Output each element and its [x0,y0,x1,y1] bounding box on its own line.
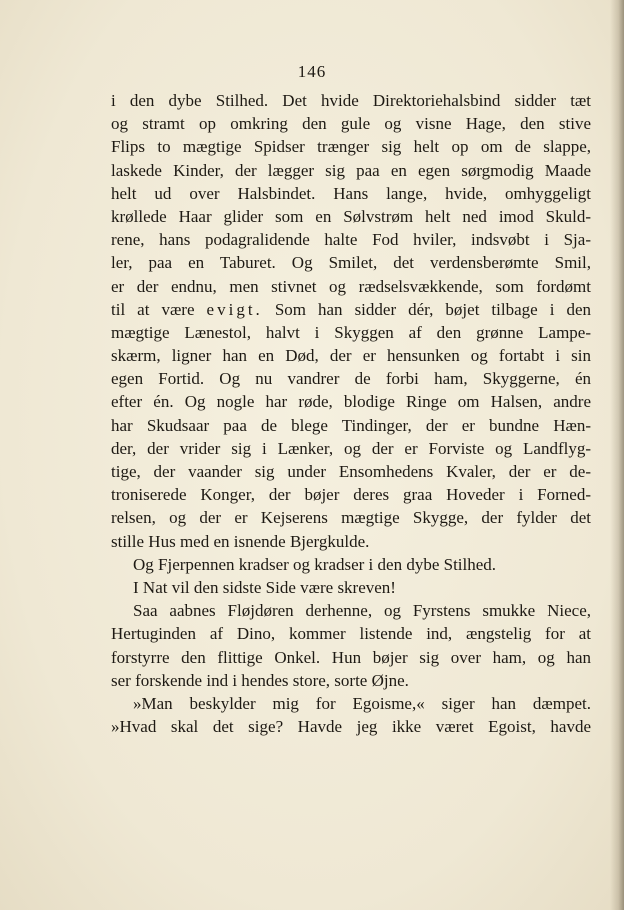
text-fragment: til at være [111,299,207,319]
text-line: i den dybe Stilhed. Det hvide Direktoriehalsbind sidder tæt [111,91,591,110]
text-line: mægtige Lænestol, halvt i Skyggen af den grønne Lampe- [111,322,591,342]
text-line: troniserede Konger, der bøjer deres graa Hoveder i Forned- [111,485,591,505]
text-line: relsen, og der er Kejserens mægtige Skygge, der fylder det [111,508,591,528]
text-line: helt ud over Halsbindet. Hans lange, hvide, omhyggeligt [111,183,591,203]
text-line: tige, der vaander sig under Ensomhedens Kvaler, der er de- [111,462,591,481]
text-line: skærm, ligner han en Død, der er hensunken og fortabt i sin [111,346,591,366]
text-line: er der endnu, men stivnet og rædselsvækkende, som fordømt [111,276,591,296]
text-line: »Hvad skal det sige? Havde jeg ikke været Egoist, havde [111,717,591,737]
text-fragment: Som han sidder dér, bøjet tilbage i den [262,299,591,319]
text-line: egen Fortid. Og nu vandrer de forbi ham, Skyggerne, én [111,369,591,389]
text-line: I Nat vil den sidste Side være skreven! [133,577,396,597]
text-line: ser forskende ind i hendes store, sorte Øjne. [111,670,409,690]
text-line: rene, hans podagralidende halte Fod hviler, indsvøbt i Sja- [111,230,591,250]
text-line: ler, paa en Taburet. Og Smilet, det verdensberømte Smil, [111,253,591,273]
page-edge-shadow [610,0,624,910]
text-line: forstyrre den flittige Onkel. Hun bøjer sig over ham, og han [111,647,591,667]
page-number: 146 [297,62,327,81]
text-line [111,298,591,321]
text-line: stille Hus med en isnende Bjergkulde. [111,531,370,551]
text-line: har Skudsaar paa de blege Tindinger, der er bundne Hæn- [111,415,591,435]
text-line: og stramt op omkring den gule og visne Hage, den stive [111,114,591,134]
text-line: »Man beskylder mig for Egoisme,« siger han dæmpet. [133,693,591,713]
body-text [111,89,591,738]
text-line: der, der vrider sig i Lænker, og der er Forviste og Landflyg- [111,438,591,458]
text-line: efter én. Og nogle har røde, blodige Ringe om Halsen, andre [111,392,591,412]
text-line: Saa aabnes Fløjdøren derhenne, og Fyrstens smukke Niece, [133,601,591,621]
text-line: Flips to mægtige Spidser trænger sig helt op om de slappe, [111,137,591,157]
text-line: laskede Kinder, der lægger sig paa en egen sørgmodig Maade [111,160,591,180]
text-line: Hertuginden af Dino, kommer listende ind, ængstelig for at [111,624,591,644]
text-line: Og Fjerpennen kradser og kradser i den dybe Stilhed. [133,554,497,574]
spaced-emphasis: evigt. [206,299,263,319]
text-line: krøllede Haar glider som en Sølvstrøm helt ned imod Skuld- [111,206,591,226]
